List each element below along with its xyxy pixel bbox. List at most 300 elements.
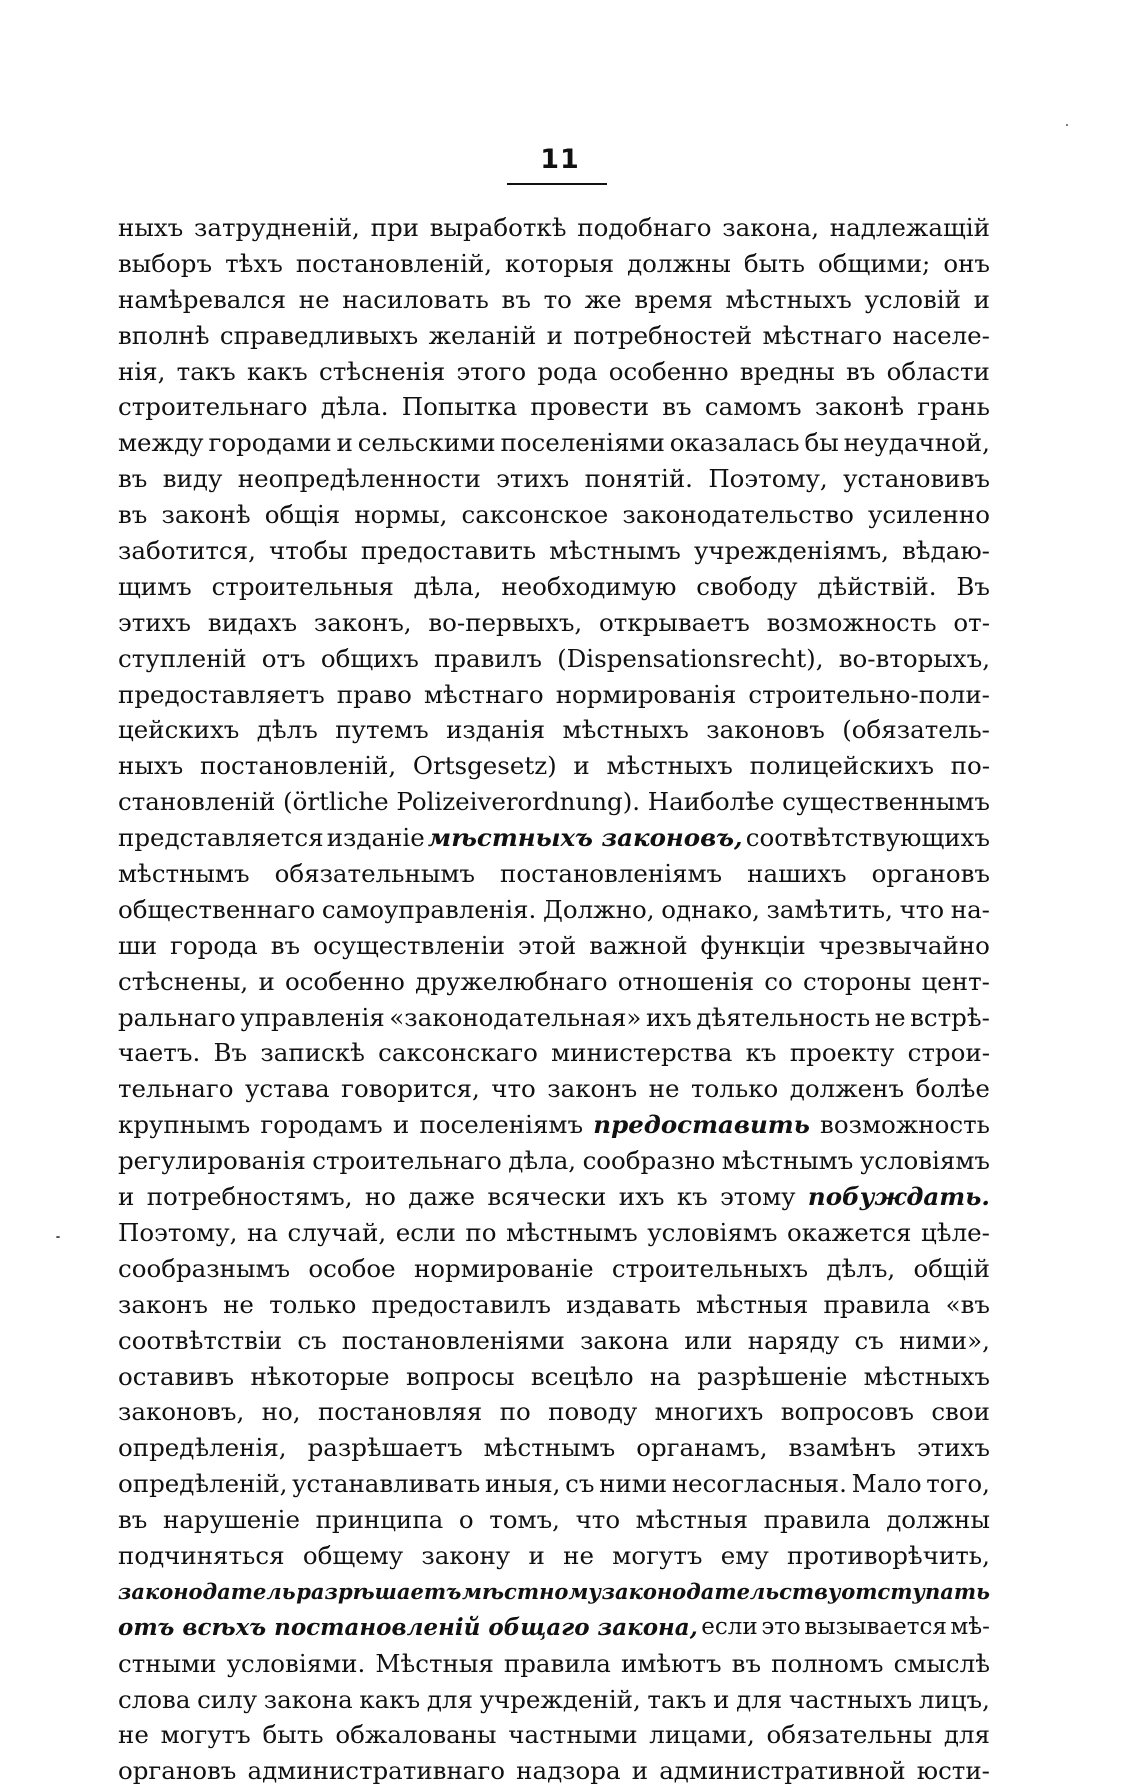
word: цент- <box>921 966 990 996</box>
text-line <box>118 1359 990 1395</box>
word: для <box>943 1720 990 1750</box>
word: такъ <box>176 356 236 386</box>
word: населе- <box>892 320 990 350</box>
text-line <box>118 784 990 820</box>
word: вызывается <box>804 1613 947 1640</box>
word: ныхъ <box>118 213 184 242</box>
word: самомъ <box>704 392 802 422</box>
word: общественнаго <box>118 894 316 924</box>
word: законъ <box>118 1289 208 1319</box>
word: изданіе <box>326 823 425 853</box>
text-line <box>118 497 990 533</box>
word: оказалась <box>669 428 800 458</box>
word: насиловать <box>342 284 489 314</box>
word: по <box>499 1397 531 1427</box>
word: законѣ <box>161 500 251 530</box>
word: учрежденіямъ, <box>693 536 889 566</box>
word: слова <box>118 1684 191 1714</box>
word: поселеніямъ <box>419 1110 584 1140</box>
text-line <box>118 1323 990 1359</box>
text-line <box>118 569 990 605</box>
text-line <box>118 964 990 1000</box>
word: встрѣ- <box>910 1002 990 1032</box>
word: понятій. <box>584 464 693 494</box>
word: что <box>491 1074 536 1104</box>
word: и <box>573 751 590 781</box>
text-line <box>118 1215 990 1251</box>
word: необходимую <box>501 571 677 601</box>
word: всячески <box>487 1182 607 1212</box>
word: особое <box>308 1253 396 1283</box>
text-line <box>118 605 990 641</box>
word: мѣстныя <box>635 1505 749 1535</box>
word: во-вторыхъ, <box>838 643 990 673</box>
word: самоуправленія. <box>321 894 537 924</box>
word: тѣхъ <box>225 248 283 278</box>
word: стороны <box>803 966 912 996</box>
word: поводу <box>548 1397 638 1427</box>
word: мѣстнымъ <box>483 1433 616 1463</box>
word: по- <box>950 751 990 781</box>
word: всецѣло <box>530 1361 634 1391</box>
word: силу <box>197 1684 258 1714</box>
word: Наиболѣе <box>647 787 775 817</box>
word: быть <box>743 248 806 278</box>
word: соотвѣтствіи <box>118 1325 283 1355</box>
word: управленія <box>240 1002 385 1032</box>
word: обязательнымъ <box>274 859 475 889</box>
word: издавать <box>566 1289 681 1319</box>
word: обжалованы <box>335 1720 497 1750</box>
text-line <box>118 246 990 282</box>
text-line <box>118 461 990 497</box>
word: вредны <box>739 356 835 386</box>
text-line <box>118 354 990 390</box>
word: Должно, <box>542 894 655 924</box>
emphasized-phrase: мѣстному <box>462 1578 601 1604</box>
word: дѣлъ <box>256 715 318 745</box>
word: особенно <box>285 966 405 996</box>
word: во-первыхъ, <box>428 607 583 637</box>
word: заботится, <box>118 536 256 566</box>
word: строительныхъ <box>611 1253 809 1283</box>
word: отъ <box>261 643 306 673</box>
word: дѣла. <box>320 392 389 422</box>
word: (Dispensationsrecht), <box>557 643 824 673</box>
word: по <box>465 1217 497 1247</box>
word: не <box>298 284 330 314</box>
text-line <box>118 892 990 928</box>
word: иныя, <box>485 1469 561 1499</box>
word: правилъ <box>434 643 542 673</box>
word: томъ, <box>489 1505 560 1535</box>
word: оставивъ <box>118 1361 235 1391</box>
word: мѣстныя <box>695 1289 809 1319</box>
word: въ <box>501 284 531 314</box>
word: опредѣленія, <box>118 1433 287 1463</box>
word: условій <box>864 284 961 314</box>
word: городами <box>208 428 332 458</box>
text-line <box>118 1502 990 1538</box>
word: лицъ, <box>918 1684 990 1714</box>
word: города <box>170 930 258 960</box>
text-line <box>118 1143 990 1179</box>
word: бы <box>804 428 839 458</box>
text-line <box>118 1251 990 1287</box>
word: крупнымъ <box>118 1110 251 1140</box>
word: только <box>269 1289 357 1319</box>
word: становленій <box>118 787 276 817</box>
text-line <box>118 1287 990 1323</box>
text-line <box>118 1682 990 1718</box>
word: учрежденій, <box>479 1684 641 1714</box>
word: въ <box>118 500 148 530</box>
word: мѣ- <box>950 1613 990 1640</box>
word: частныхъ <box>788 1684 913 1714</box>
text-line <box>118 748 990 784</box>
word: которыя <box>505 248 615 278</box>
word: закону <box>421 1540 511 1570</box>
word: путемъ <box>335 715 429 745</box>
word: сельскими <box>357 428 496 458</box>
emphasized-phrase: отъ всѣхъ постановленій общаго закона, <box>118 1613 698 1641</box>
word: надлежащій <box>829 213 990 242</box>
word: только <box>690 1074 779 1104</box>
word: этого <box>456 356 527 386</box>
word: открываетъ <box>599 607 750 637</box>
word: чтобы <box>269 536 348 566</box>
word: дѣла, <box>413 571 482 601</box>
word: если <box>701 1613 758 1640</box>
word: устанавливать <box>292 1469 481 1499</box>
word: и <box>118 1182 135 1212</box>
text-line <box>118 1179 990 1215</box>
word: проекту <box>789 1038 895 1068</box>
word: полномъ <box>771 1648 884 1678</box>
word: городамъ <box>260 1110 383 1140</box>
word: ними», <box>899 1325 990 1355</box>
word: могутъ <box>612 1540 703 1570</box>
word: потребностямъ, <box>146 1182 353 1212</box>
word: ральнаго <box>118 1002 236 1032</box>
word: на <box>650 1361 681 1391</box>
word: нормы, <box>354 500 448 530</box>
word: случай, <box>287 1217 387 1247</box>
word: грань <box>917 392 990 422</box>
word: важной <box>589 930 688 960</box>
word: органовъ <box>871 859 990 889</box>
word: ними <box>599 1469 668 1499</box>
word: окажется <box>787 1217 912 1247</box>
word: постановленій, <box>199 751 397 781</box>
word: выработкѣ <box>429 213 567 242</box>
text-line <box>118 1574 990 1610</box>
text-line <box>118 1430 990 1466</box>
text-line <box>118 318 990 354</box>
word: обязательны <box>766 1720 933 1750</box>
word: право <box>336 679 412 709</box>
word: но, <box>261 1397 301 1427</box>
word: вопросовъ <box>780 1397 914 1427</box>
word: (обязатель- <box>842 715 990 745</box>
word: мѣстныхъ <box>562 715 689 745</box>
word: намѣревался <box>118 284 287 314</box>
word: Мало <box>851 1469 922 1499</box>
word: неудачной, <box>843 428 990 458</box>
word: нормированія <box>555 679 737 709</box>
word: болѣе <box>915 1074 990 1104</box>
word: онъ <box>943 248 990 278</box>
word: закона <box>580 1325 670 1355</box>
word: могутъ <box>160 1720 251 1750</box>
word: долженъ <box>789 1074 905 1104</box>
page-number: 11 <box>540 144 580 175</box>
word: должны <box>627 248 731 278</box>
word: въ <box>118 464 148 494</box>
word: министерства <box>551 1038 733 1068</box>
word: противорѣчить, <box>787 1540 990 1570</box>
word: мѣстнымъ <box>549 536 681 566</box>
word: желаній <box>428 320 537 350</box>
word: Ortsgesetz) <box>412 751 557 781</box>
word: полицейскихъ <box>749 751 934 781</box>
word: какъ <box>359 1684 421 1714</box>
word: постановляя <box>317 1397 483 1427</box>
word: съ <box>854 1325 884 1355</box>
word: для <box>426 1684 473 1714</box>
word: для <box>736 1684 783 1714</box>
word: цейскихъ <box>118 715 240 745</box>
word: къ <box>676 1182 708 1212</box>
word: условіямъ <box>647 1217 778 1247</box>
word: потребностей <box>573 320 753 350</box>
text-line <box>118 856 990 892</box>
word: взамѣнъ <box>788 1433 896 1463</box>
word: сообразнымъ <box>118 1253 291 1283</box>
word: ныхъ <box>118 751 184 781</box>
word: ши <box>118 930 158 960</box>
word: постановленіямъ <box>499 859 723 889</box>
text-line <box>118 282 990 318</box>
word: дружелюбнаго <box>415 966 608 996</box>
word: юсти- <box>916 1756 990 1786</box>
word: законъ <box>547 1074 638 1104</box>
word: же <box>584 284 622 314</box>
word: замѣтить, <box>766 894 893 924</box>
text-line <box>118 1717 990 1753</box>
word: смыслѣ <box>893 1648 990 1678</box>
word: къ <box>745 1038 777 1068</box>
word: виду <box>162 464 223 494</box>
word: регулированія <box>118 1146 306 1176</box>
text-line <box>118 389 990 425</box>
word: подчиняться <box>118 1540 285 1570</box>
word: на <box>246 1217 278 1247</box>
word: надзора <box>516 1756 621 1786</box>
word: щимъ <box>118 571 192 601</box>
margin-speck <box>1066 124 1068 126</box>
word: и <box>392 1110 410 1140</box>
word: мѣстнымъ <box>118 859 250 889</box>
word: саксонское <box>461 500 609 530</box>
text-line <box>118 1753 990 1789</box>
word: дѣйствій. <box>817 571 937 601</box>
text-line <box>118 1000 990 1036</box>
word: съ <box>565 1469 595 1499</box>
word: отношенія <box>617 966 755 996</box>
word: вопросы <box>405 1361 515 1391</box>
word: быть <box>262 1720 324 1750</box>
word: между <box>118 428 204 458</box>
word: строительнаго <box>312 1146 502 1176</box>
word: даже <box>408 1182 476 1212</box>
text-line <box>118 425 990 461</box>
word: мѣстнаго <box>423 679 544 709</box>
word: этихъ <box>496 464 570 494</box>
word: возможность <box>766 607 937 637</box>
word: не <box>223 1289 254 1319</box>
word: представляется <box>118 823 324 853</box>
word: (örtliche <box>283 787 389 817</box>
word: мѣстнымъ <box>721 1146 854 1176</box>
word: тельнаго <box>118 1074 234 1104</box>
text-line <box>118 1394 990 1430</box>
word: Въ <box>213 1038 248 1068</box>
word: законодательство <box>622 500 854 530</box>
word: общихъ <box>320 643 419 673</box>
word: общій <box>913 1253 990 1283</box>
word: возможность <box>820 1110 990 1140</box>
text-line <box>118 1610 990 1646</box>
word: общими; <box>818 248 931 278</box>
text-line <box>118 677 990 713</box>
word: въ <box>118 1505 148 1535</box>
word: нашихъ <box>747 859 847 889</box>
word: вѣдаю- <box>902 536 990 566</box>
word: на- <box>950 894 990 924</box>
word: справедливыхъ <box>219 320 419 350</box>
word: принципа <box>315 1505 444 1535</box>
word: говорится, <box>341 1074 480 1104</box>
word: цѣле- <box>921 1217 990 1247</box>
word: закона, <box>722 213 820 242</box>
word: разрѣшаетъ <box>307 1433 463 1463</box>
word: Мѣстныя <box>375 1648 494 1678</box>
word: чрезвычайно <box>818 930 990 960</box>
word: законовъ <box>706 715 825 745</box>
word: установивъ <box>843 464 990 494</box>
word: и <box>258 966 275 996</box>
word: если <box>395 1217 456 1247</box>
word: разрѣшеніе <box>697 1361 848 1391</box>
word: нормированіе <box>413 1253 594 1283</box>
word: рода <box>537 356 598 386</box>
word: дѣлъ, <box>826 1253 896 1283</box>
word: Въ <box>956 571 990 601</box>
word: чаетъ. <box>118 1038 201 1068</box>
word: и <box>336 428 353 458</box>
word: мѣстныхъ <box>863 1361 990 1391</box>
word: выборъ <box>118 248 213 278</box>
word: въ <box>270 930 301 960</box>
word: не <box>874 1002 906 1032</box>
text-line <box>118 1107 990 1143</box>
word: общему <box>302 1540 404 1570</box>
text-line <box>118 820 990 856</box>
text-line <box>118 1466 990 1502</box>
word: ступленій <box>118 643 247 673</box>
word: изданія <box>446 715 546 745</box>
word: должны <box>886 1505 990 1535</box>
word: Поэтому, <box>118 1217 238 1247</box>
word: запискѣ <box>260 1038 365 1068</box>
word: въ <box>662 392 692 422</box>
word: осуществленіи <box>313 930 505 960</box>
word: этихъ <box>916 1433 990 1463</box>
word: однако, <box>661 894 760 924</box>
word: административнаго <box>247 1756 505 1786</box>
word: мѣстныхъ <box>606 751 733 781</box>
word: закона <box>263 1684 353 1714</box>
word: этому <box>720 1182 796 1212</box>
word: подобнаго <box>577 213 712 242</box>
word: и <box>528 1540 545 1570</box>
word: «законодательная» <box>389 1002 642 1032</box>
word: саксонскаго <box>378 1038 538 1068</box>
word: ему <box>720 1540 769 1570</box>
word: предоставляетъ <box>118 679 325 709</box>
word: но <box>364 1182 396 1212</box>
word: законѣ <box>814 392 904 422</box>
emphasized-phrase: отступать <box>841 1578 990 1604</box>
word: правила <box>503 1648 611 1678</box>
word: что <box>899 894 945 924</box>
word: этой <box>517 930 577 960</box>
word: строительно-поли- <box>748 679 990 709</box>
word: ихъ <box>645 1002 692 1032</box>
word: нѣкоторые <box>250 1361 390 1391</box>
word: Поэтому, <box>708 464 828 494</box>
word: видахъ <box>207 607 298 637</box>
word: нарушеніе <box>162 1505 300 1535</box>
word: не <box>118 1720 149 1750</box>
word: съ <box>297 1325 327 1355</box>
word: мѣстнаго <box>762 320 883 350</box>
word: постановленій, <box>295 248 493 278</box>
word: условіями. <box>226 1648 366 1678</box>
word: нія, <box>118 356 166 386</box>
word: при <box>370 213 419 242</box>
text-line <box>118 1538 990 1574</box>
text-line <box>118 641 990 677</box>
word: стѣснены, <box>118 966 249 996</box>
word: или <box>684 1325 733 1355</box>
word: законъ, <box>313 607 412 637</box>
word: предоставить <box>360 536 537 566</box>
word: и <box>713 1684 730 1714</box>
word: частными <box>508 1720 638 1750</box>
text-line <box>118 1035 990 1071</box>
word: области <box>886 356 990 386</box>
word: существеннымъ <box>782 787 990 817</box>
word: свободу <box>696 571 798 601</box>
word: не <box>563 1540 594 1570</box>
emphasized-phrase: предоставить <box>593 1110 810 1140</box>
emphasized-phrase: законодательству <box>601 1578 841 1604</box>
word: свои <box>931 1397 990 1427</box>
word: такъ <box>647 1684 707 1714</box>
emphasized-phrase: побуждать. <box>807 1182 990 1212</box>
